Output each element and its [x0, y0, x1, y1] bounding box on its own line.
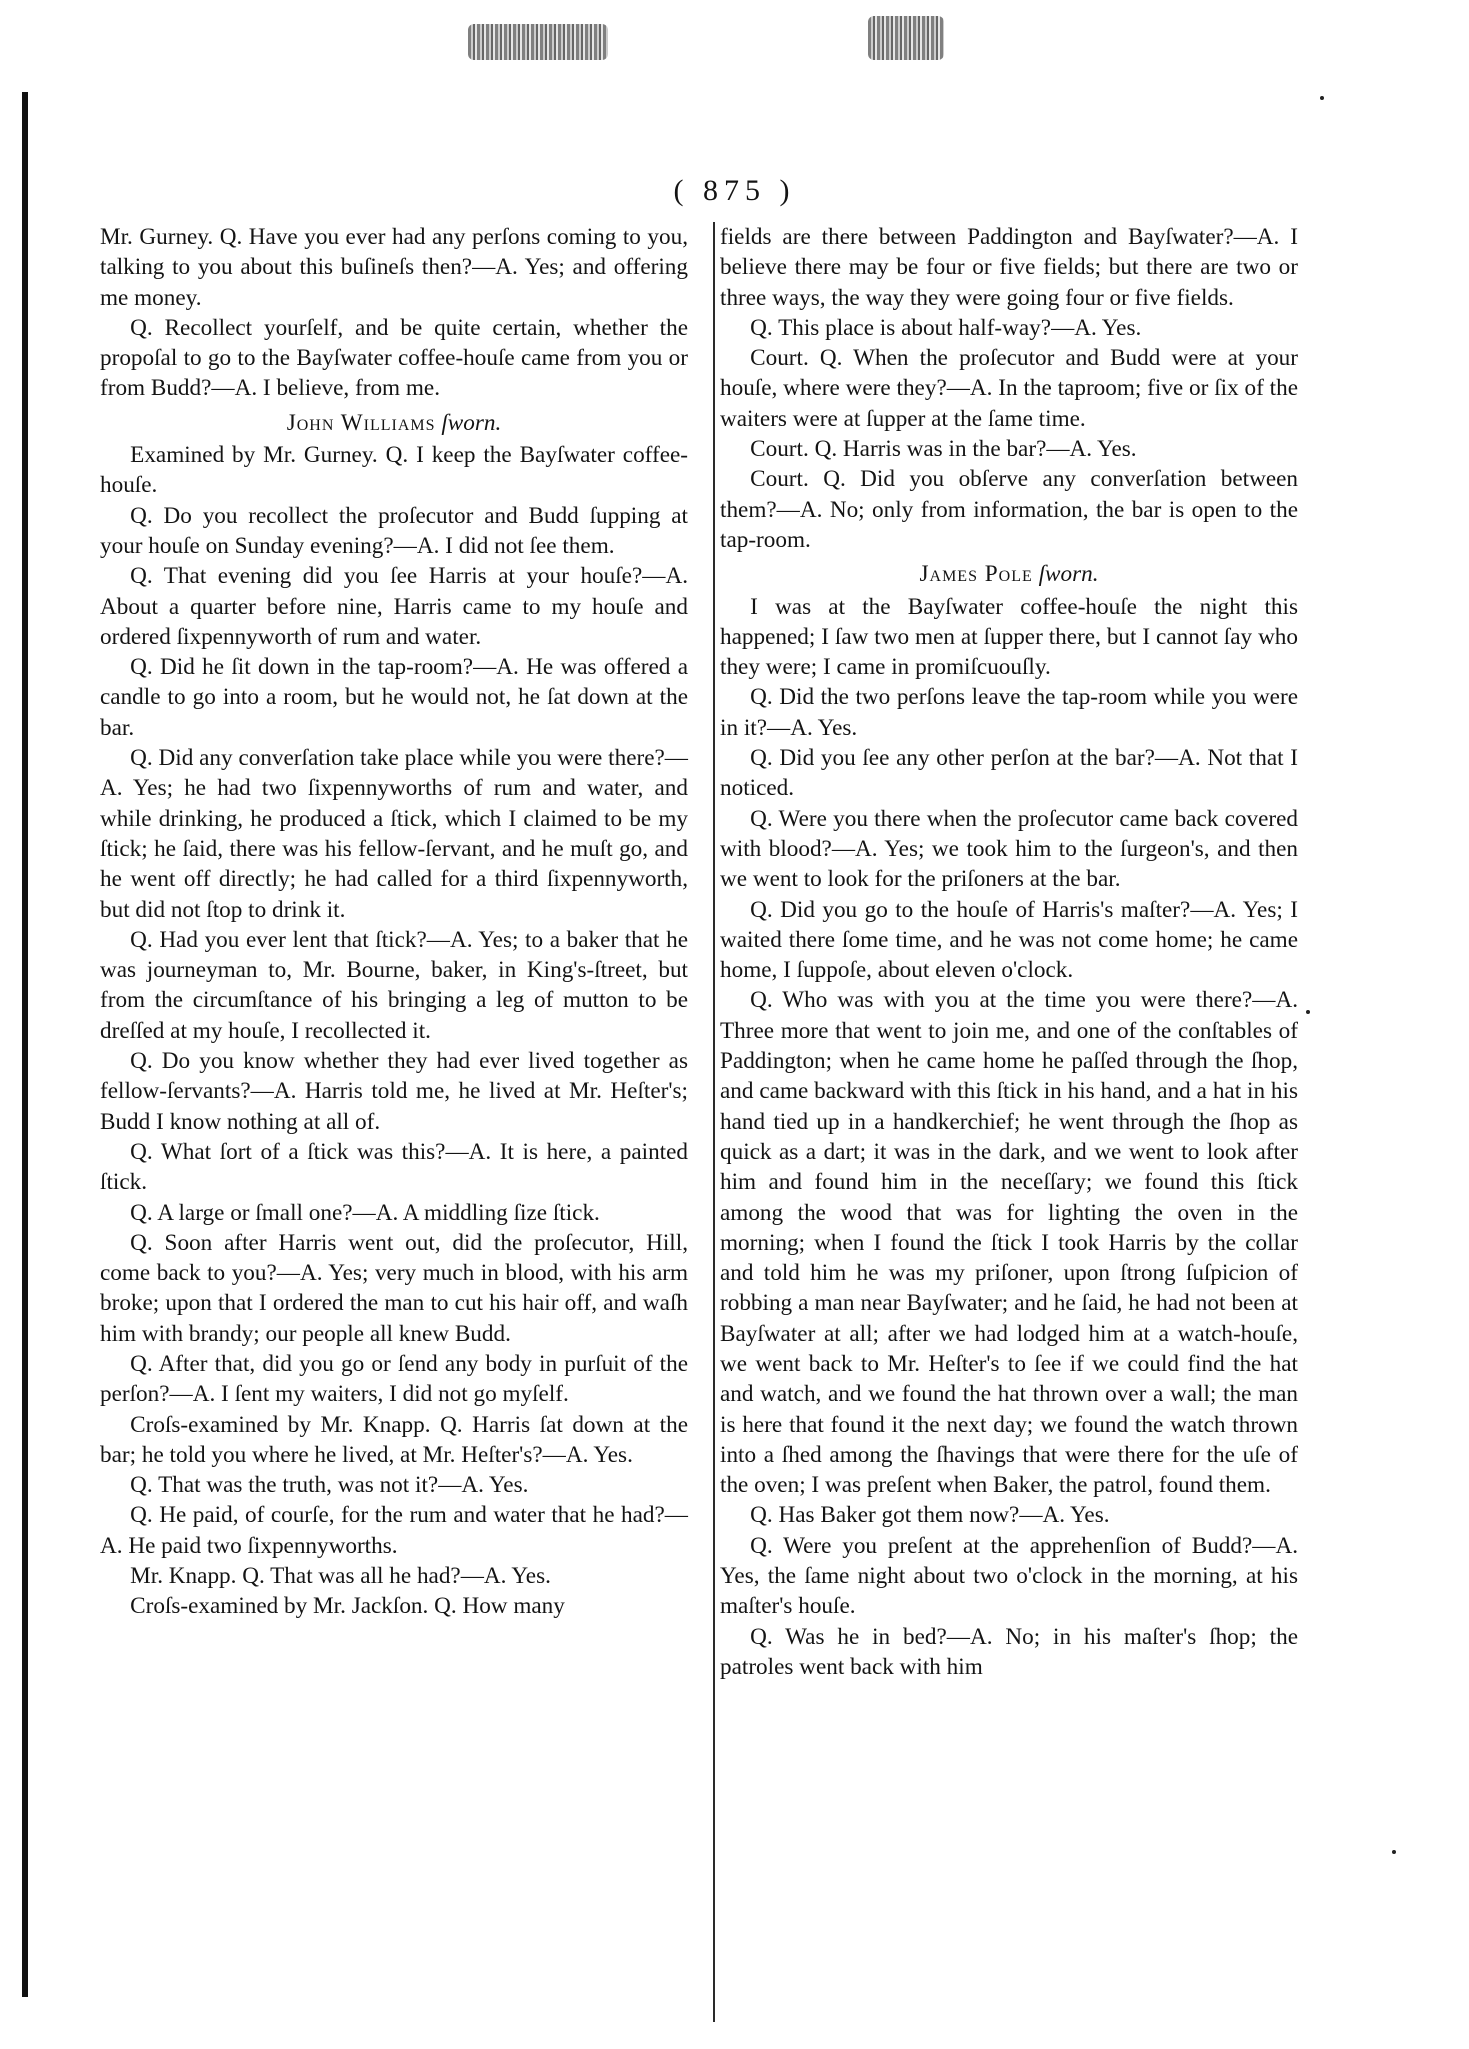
column-divider	[713, 222, 715, 2022]
witness-heading	[100, 408, 688, 438]
paragraph: Croſs-examined by Mr. Jackſon. Q. How many	[130, 1593, 565, 1620]
printer-mark-left	[468, 24, 608, 60]
paragraph: Q. Had you ever lent that ſtick?—A. Yes; to a baker that he was journeyman to, Mr. Bourne, baker, in King's-ſtreet, but from the circumſtance of his bringing a leg of mutton to be dreſſed at my houſe, I recollected it.	[100, 926, 688, 1044]
ink-speck	[1320, 96, 1324, 100]
paragraph: Q. After that, did you go or ſend any body in purſuit of the perſon?—A. I ſent my waiters, I did not go myſelf.	[100, 1350, 688, 1408]
paragraph: Q. That evening did you ſee Harris at your houſe?—A. About a quarter before nine, Harris came to my houſe and ordered ſixpennyworth of rum and water.	[100, 563, 688, 650]
witness-name: John Williams	[286, 409, 436, 436]
paragraph: Q. A large or ſmall one?—A. A middling ſize ſtick.	[130, 1199, 600, 1226]
paragraph: Q. Was he in bed?—A. No; in his maſter's ſhop; the patroles went back with him	[720, 1623, 1298, 1680]
paragraph: Court. Q. Did you obſerve any converſation between them?—A. No; only from information, the bar is open to the tap-room.	[720, 466, 1298, 553]
paragraph: Court. Q. When the proſecutor and Budd were at your houſe, where were they?—A. In the taproom; five or ſix of the waiters were at ſupper at the ſame time.	[720, 345, 1298, 432]
witness-status: ſworn.	[441, 409, 502, 436]
paragraph: Q. Did you ſee any other perſon at the bar?—A. Not that I noticed.	[720, 745, 1298, 802]
paragraph: Q. Did any converſation take place while you were there?—A. Yes; he had two ſixpennyworths of rum and water, and while drinking, he produced a ſtick, which I claimed to be my ſtick; he ſaid, there was his fellow-ſervant, and he muſt go, and he went off directly; he had called for a third ſixpennyworth, but did not ſtop to drink it.	[100, 745, 688, 923]
paragraph: Q. Recollect yourſelf, and be quite certain, whether the propoſal to go to the Bayſwater coffee-houſe came from you or from Budd?—A. I believe, from me.	[100, 314, 688, 402]
printer-mark-right	[868, 16, 944, 60]
paragraph: Court. Q. Harris was in the bar?—A. Yes.	[750, 436, 1137, 463]
paragraph: Croſs-examined by Mr. Knapp. Q. Harris ſat down at the bar; he told you where he lived, at Mr. Heſter's?—A. Yes.	[100, 1411, 688, 1468]
paragraph: Q. Did you go to the houſe of Harris's maſter?—A. Yes; I waited there ſome time, and he was not come home; he came home, I ſuppoſe, about eleven o'clock.	[720, 896, 1298, 984]
left-column	[100, 222, 688, 1622]
ink-speck	[1306, 1010, 1310, 1014]
paragraph: Q. This place is about half-way?—A. Yes.	[750, 314, 1142, 341]
witness-name: James Pole	[919, 561, 1033, 588]
paragraph: Q. Do you know whether they had ever lived together as fellow-ſervants?—A. Harris told me, he lived at Mr. Heſter's; Budd I know nothing at all of.	[100, 1048, 688, 1135]
paragraph: Mr. Gurney. Q. Have you ever had any perſons coming to you, talking to you about this buſineſs then?—A. Yes; and offering me money.	[100, 224, 688, 311]
witness-heading	[720, 559, 1298, 589]
paragraph: I was at the Bayſwater coffee-houſe the night this happened; I ſaw two men at ſupper there, but I cannot ſay who they were; I came in promiſcuouſly.	[720, 593, 1298, 681]
paragraph: Q. Do you recollect the proſecutor and Budd ſupping at your houſe on Sunday evening?—A. I did not ſee them.	[100, 502, 688, 559]
binding-edge-rule	[22, 92, 28, 1997]
paragraph: Q. He paid, of courſe, for the rum and water that he had?—A. He paid two ſixpennyworths.	[100, 1502, 688, 1559]
right-column	[720, 222, 1298, 1682]
paragraph: Q. What ſort of a ſtick was this?—A. It is here, a painted ſtick.	[100, 1138, 688, 1196]
paragraph: Q. Did he ſit down in the tap-room?—A. He was offered a candle to go into a room, but he would not, he ſat down at the bar.	[100, 654, 688, 741]
paragraph: Mr. Knapp. Q. That was all he had?—A. Yes.	[130, 1563, 551, 1590]
paragraph: Q. Soon after Harris went out, did the proſecutor, Hill, come back to you?—A. Yes; very much in blood, with his arm broke; upon that I ordered the man to cut his hair off, and waſh him with brandy; our people all knew Budd.	[100, 1229, 688, 1347]
paragraph: Q. Who was with you at the time you were there?—A. Three more that went to join me, and one of the conſtables of Paddington; when he came home he paſſed through the ſhop, and came backward with this ſtick in his hand, and a hat in his hand tied up in a handkerchief; he went through the ſhop as quick as a dart; it was in the dark, and we went to look after him and found him in the neceſſary; we found this ſtick among the wood that was for lighting the oven in the morning; when I found the ſtick I took Harris by the collar and told him he was my priſoner, upon ſtrong ſuſpicion of robbing a man near Bayſwater; and he ſaid, he had not been at Bayſwater at all; after we had lodged him at a watch-houſe, we went back to Mr. Heſter's to ſee if we could find the hat and watch, and we found the hat thrown over a wall; the man is here that found it the next day; we found the watch thrown into a ſhed among the ſhavings that were there for the uſe of the oven; I was preſent when Baker, the patrol, found them.	[720, 987, 1298, 1499]
witness-status: ſworn.	[1038, 561, 1099, 588]
ink-speck	[1392, 1850, 1396, 1854]
paragraph: Q. Were you preſent at the apprehenſion of Budd?—A. Yes, the ſame night about two o'clock in the morning, at his maſter's houſe.	[720, 1532, 1298, 1620]
paragraph: Q. Did the two perſons leave the tap-room while you were in it?—A. Yes.	[720, 684, 1298, 741]
paragraph: Q. Has Baker got them now?—A. Yes.	[750, 1502, 1110, 1529]
paragraph: fields are there between Paddington and Bayſwater?—A. I believe there may be four or five fields; but there are two or three ways, the way they were going four or five fields.	[720, 224, 1298, 311]
paragraph: Q. Were you there when the proſecutor came back covered with blood?—A. Yes; we took him to the ſurgeon's, and then we went to look for the priſoners at the bar.	[720, 805, 1298, 893]
page-number: ( 875 )	[673, 174, 796, 207]
paragraph: Examined by Mr. Gurney. Q. I keep the Bayſwater coffee-houſe.	[100, 442, 688, 499]
paragraph: Q. That was the truth, was not it?—A. Yes.	[130, 1472, 529, 1499]
